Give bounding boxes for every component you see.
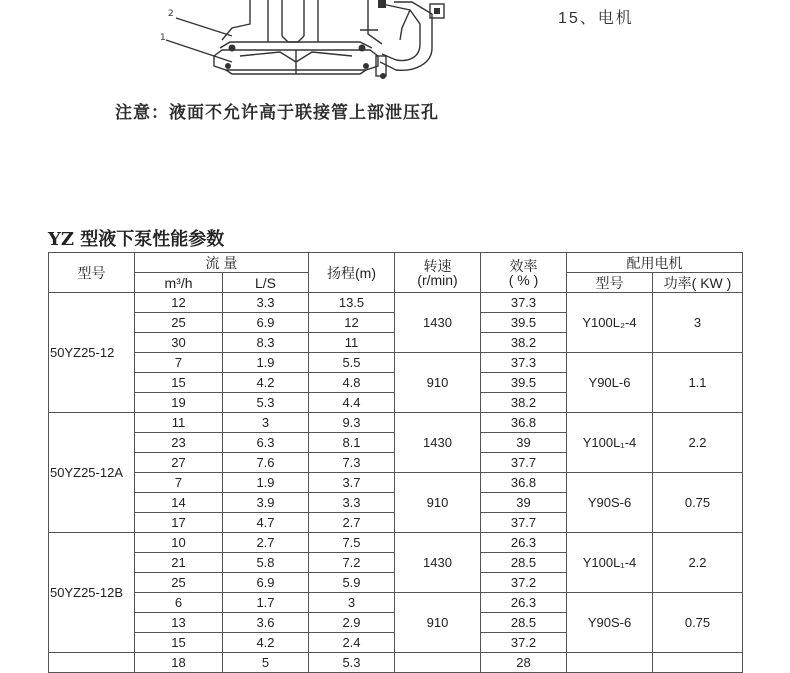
- speed-cell: 910: [395, 593, 481, 653]
- model-cell: [49, 653, 135, 673]
- header-flow-m3h: m³/h: [135, 273, 223, 293]
- flow-ls-cell: 4.2: [223, 373, 309, 393]
- head-cell: 4.8: [309, 373, 395, 393]
- efficiency-cell: 36.8: [481, 473, 567, 493]
- model-cell: 50YZ25-12B: [49, 533, 135, 653]
- flow-m3h-cell: 25: [135, 313, 223, 333]
- flow-ls-cell: 1.9: [223, 473, 309, 493]
- head-cell: 4.4: [309, 393, 395, 413]
- flow-ls-cell: 3.3: [223, 293, 309, 313]
- motor-model-cell: Y100L₁-4: [567, 413, 653, 473]
- flow-ls-cell: 1.7: [223, 593, 309, 613]
- efficiency-cell: 26.3: [481, 593, 567, 613]
- performance-table: [48, 252, 743, 673]
- efficiency-cell: 37.2: [481, 573, 567, 593]
- flow-ls-cell: 5.8: [223, 553, 309, 573]
- head-cell: 2.7: [309, 513, 395, 533]
- flow-m3h-cell: 19: [135, 393, 223, 413]
- motor-power-cell: 0.75: [653, 473, 743, 533]
- table-row-partial: [49, 653, 743, 673]
- flow-ls-cell: 5: [223, 653, 309, 673]
- flow-ls-cell: 3: [223, 413, 309, 433]
- flow-ls-cell: 4.7: [223, 513, 309, 533]
- speed-cell: 1430: [395, 293, 481, 353]
- flow-m3h-cell: 17: [135, 513, 223, 533]
- head-cell: 3: [309, 593, 395, 613]
- efficiency-cell: 37.2: [481, 633, 567, 653]
- table-title: YZ 型液下泵性能参数: [48, 229, 225, 250]
- efficiency-cell: 39.5: [481, 313, 567, 333]
- flow-ls-cell: 6.3: [223, 433, 309, 453]
- speed-cell: 1430: [395, 533, 481, 593]
- head-cell: 13.5: [309, 293, 395, 313]
- head-cell: 5.5: [309, 353, 395, 373]
- efficiency-cell: 28.5: [481, 613, 567, 633]
- flow-m3h-cell: 21: [135, 553, 223, 573]
- flow-m3h-cell: 15: [135, 633, 223, 653]
- head-cell: 7.2: [309, 553, 395, 573]
- callout-2: 2: [168, 9, 174, 19]
- head-cell: 5.9: [309, 573, 395, 593]
- head-cell: 2.4: [309, 633, 395, 653]
- motor-model-cell: [567, 653, 653, 673]
- flow-m3h-cell: 6: [135, 593, 223, 613]
- table-row: [49, 413, 743, 433]
- speed-cell: 1430: [395, 413, 481, 473]
- pump-section-diagram: [0, 0, 790, 90]
- header-motor: 配用电机: [567, 253, 743, 273]
- callout-1: 1: [160, 33, 166, 43]
- header-motor-model: 型号: [567, 273, 653, 293]
- head-cell: 2.9: [309, 613, 395, 633]
- head-cell: 8.1: [309, 433, 395, 453]
- flow-m3h-cell: 7: [135, 353, 223, 373]
- speed-cell: [395, 653, 481, 673]
- efficiency-cell: 37.7: [481, 513, 567, 533]
- efficiency-cell: 39: [481, 433, 567, 453]
- flow-ls-cell: 1.9: [223, 353, 309, 373]
- header-speed: [395, 253, 481, 293]
- flow-m3h-cell: 14: [135, 493, 223, 513]
- motor-power-cell: 1.1: [653, 353, 743, 413]
- speed-cell: 910: [395, 473, 481, 533]
- motor-power-cell: [653, 653, 743, 673]
- motor-model-cell: Y90L-6: [567, 353, 653, 413]
- flow-m3h-cell: 7: [135, 473, 223, 493]
- flow-m3h-cell: 12: [135, 293, 223, 313]
- flow-m3h-cell: 13: [135, 613, 223, 633]
- header-efficiency-unit: ( % ): [508, 271, 539, 288]
- flow-ls-cell: 4.2: [223, 633, 309, 653]
- flow-ls-cell: 8.3: [223, 333, 309, 353]
- flow-ls-cell: 6.9: [223, 313, 309, 333]
- flow-m3h-cell: 10: [135, 533, 223, 553]
- efficiency-cell: 38.2: [481, 333, 567, 353]
- motor-power-cell: 3: [653, 293, 743, 353]
- efficiency-cell: 36.8: [481, 413, 567, 433]
- flow-m3h-cell: 11: [135, 413, 223, 433]
- efficiency-cell: 37.3: [481, 353, 567, 373]
- speed-cell: 910: [395, 353, 481, 413]
- flow-ls-cell: 7.6: [223, 453, 309, 473]
- header-head: 扬程(m): [309, 253, 395, 293]
- efficiency-cell: 39: [481, 493, 567, 513]
- flow-ls-cell: 6.9: [223, 573, 309, 593]
- flow-m3h-cell: 25: [135, 573, 223, 593]
- efficiency-cell: 37.3: [481, 293, 567, 313]
- head-cell: 3.3: [309, 493, 395, 513]
- motor-model-cell: Y90S-6: [567, 593, 653, 653]
- flow-m3h-cell: 15: [135, 373, 223, 393]
- table-row: [49, 593, 743, 613]
- head-cell: 11: [309, 333, 395, 353]
- head-cell: 7.5: [309, 533, 395, 553]
- header-flow-ls: L/S: [223, 273, 309, 293]
- head-cell: 12: [309, 313, 395, 333]
- flow-m3h-cell: 30: [135, 333, 223, 353]
- header-speed-label: 转速: [423, 257, 452, 274]
- header-motor-power: 功率( KW ): [653, 273, 743, 293]
- header-efficiency: [481, 253, 567, 293]
- efficiency-cell: 28: [481, 653, 567, 673]
- header-flow: 流 量: [135, 253, 309, 273]
- notice-text: 注意：液面不允许高于联接管上部泄压孔: [115, 103, 439, 123]
- efficiency-cell: 37.7: [481, 453, 567, 473]
- motor-model-cell: Y100L₁-4: [567, 533, 653, 593]
- flow-ls-cell: 3.9: [223, 493, 309, 513]
- table-row: [49, 353, 743, 373]
- model-cell: 50YZ25-12A: [49, 413, 135, 533]
- motor-power-cell: 2.2: [653, 533, 743, 593]
- efficiency-cell: 39.5: [481, 373, 567, 393]
- motor-model-cell: Y100L₂-4: [567, 293, 653, 353]
- head-cell: 5.3: [309, 653, 395, 673]
- motor-model-cell: Y90S-6: [567, 473, 653, 533]
- header-speed-unit: (r/min): [417, 271, 458, 288]
- flow-m3h-cell: 27: [135, 453, 223, 473]
- motor-power-cell: 0.75: [653, 593, 743, 653]
- flow-ls-cell: 2.7: [223, 533, 309, 553]
- head-cell: 9.3: [309, 413, 395, 433]
- table-row: [49, 293, 743, 313]
- flow-m3h-cell: 18: [135, 653, 223, 673]
- head-cell: 3.7: [309, 473, 395, 493]
- flow-ls-cell: 5.3: [223, 393, 309, 413]
- motor-part-label: 15、电机: [558, 10, 634, 27]
- motor-power-cell: 2.2: [653, 413, 743, 473]
- efficiency-cell: 38.2: [481, 393, 567, 413]
- table-row: [49, 533, 743, 553]
- header-model: 型号: [49, 253, 135, 293]
- header-efficiency-label: 效率: [509, 257, 538, 274]
- flow-m3h-cell: 23: [135, 433, 223, 453]
- efficiency-cell: 28.5: [481, 553, 567, 573]
- table-row: [49, 473, 743, 493]
- efficiency-cell: 26.3: [481, 533, 567, 553]
- head-cell: 7.3: [309, 453, 395, 473]
- flow-ls-cell: 3.6: [223, 613, 309, 633]
- model-cell: 50YZ25-12: [49, 293, 135, 413]
